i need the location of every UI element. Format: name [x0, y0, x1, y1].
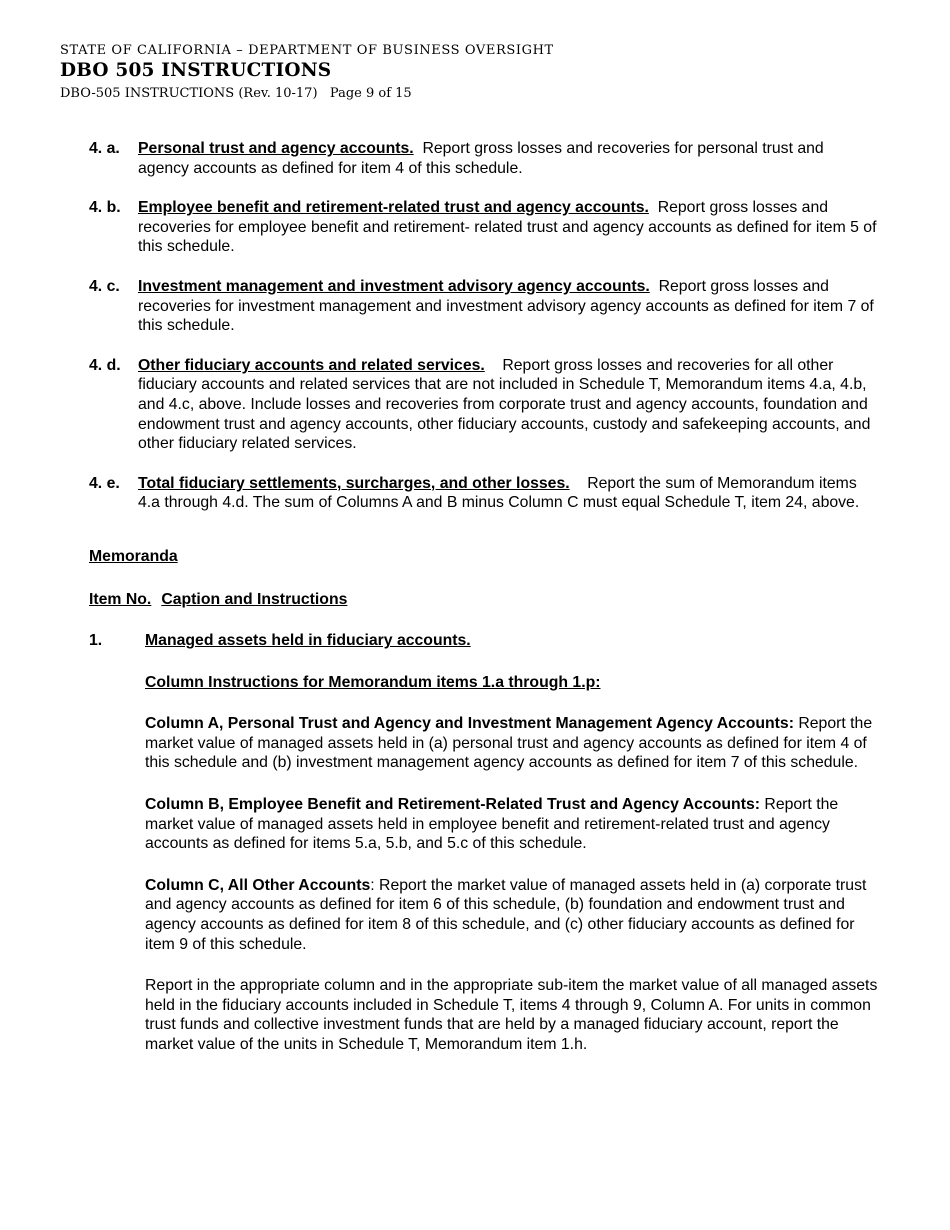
item-title: Employee benefit and retirement-related trust and agency accounts.	[138, 199, 649, 217]
agency-name: STATE OF CALIFORNIA – DEPARTMENT OF BUSINESS OVERSIGHT	[60, 43, 554, 58]
memo-item-1	[89, 631, 879, 651]
column-c-text: : Report the market value of managed assets held in (a) corporate trust and agency accounts as defined for item 6 of this schedule, (b) foundation and endowment trust and agency accounts as defined for item 8 of this schedule, and (c) other fiduciary accounts as defined for item 9 of this schedule.	[145, 876, 867, 953]
item-text: Report gross losses and recoveries for personal trust and agency accounts as defined for item 4 of this schedule.	[138, 140, 824, 177]
item-text-block	[138, 139, 879, 178]
page-header	[60, 42, 554, 102]
item-text-block	[138, 198, 879, 257]
column-instructions-heading: Column Instructions for Memorandum items 1.a through 1.p:	[145, 673, 601, 691]
item-title: Managed assets held in fiduciary accounts.	[145, 632, 471, 650]
item-text-block	[138, 277, 879, 336]
item-text-block	[138, 474, 879, 513]
item-text: Report gross losses and recoveries for employee benefit and retirement- related trust and agency accounts as defined for item 5 of this schedule.	[138, 199, 877, 256]
item-title: Personal trust and agency accounts.	[138, 140, 414, 157]
item-number: 4. e.	[89, 474, 120, 492]
item-text: Report gross losses and recoveries for all other fiduciary accounts and related services that are not included in Schedule T, Memorandum items 4.a, 4.b, and 4.c, above. Include losses and recoveries from corporate trust and agency accounts, foundation and endowment trust and agency accounts, other fiduciary accounts, custody and safekeeping accounts, and other fiduciary related services.	[138, 356, 871, 453]
item-text: Report the sum of Memorandum items 4.a through 4.d. The sum of Columns A and B minus Column C must equal Schedule T, item 24, above.	[138, 474, 860, 512]
item-number: 1.	[89, 632, 103, 650]
revision-line	[60, 85, 554, 102]
item-4a	[89, 139, 879, 178]
document-title: DBO 505 INSTRUCTIONS	[60, 60, 332, 81]
item-number: 4. a.	[89, 140, 120, 157]
item-number: 4. c.	[89, 277, 120, 295]
report-instructions: Report in the appropriate column and in the appropriate sub-item the market value of all managed assets held in the fiduciary accounts included in Schedule T, items 4 through 9, Column A. For units in common trust funds and collective investment funds that are held by a managed fiduciary account, report the market value of the units in Schedule T, Memorandum item 1.h.	[145, 977, 878, 1053]
column-headings	[89, 590, 879, 610]
item-title: Total fiduciary settlements, surcharges, and other losses.	[138, 474, 570, 492]
item-number: 4. b.	[89, 199, 121, 217]
revision-label: DBO-505 INSTRUCTIONS (Rev. 10-17)	[60, 86, 318, 101]
item-title: Investment management and investment advisory agency accounts.	[138, 277, 650, 295]
column-c-label: Column C, All Other Accounts	[145, 876, 371, 894]
column-b-label: Column B, Employee Benefit and Retirement-Related Trust and Agency Accounts:	[145, 796, 761, 814]
item-number: 4. d.	[89, 356, 121, 374]
column-a-text: Report the market value of managed assets held in (a) personal trust and agency accounts as defined for item 4 of this schedule and (b) investment management agency accounts as defined for item 7 of this schedule.	[145, 715, 873, 772]
column-b-instructions	[145, 795, 879, 854]
caption-heading: Caption and Instructions	[161, 590, 348, 608]
item-4e	[89, 474, 879, 513]
column-a-label: Column A, Personal Trust and Agency and Investment Management Agency Accounts:	[145, 715, 794, 733]
item-4b	[89, 198, 879, 257]
column-c-instructions	[145, 876, 879, 954]
item-4c	[89, 277, 879, 336]
item-text-block	[138, 356, 879, 454]
item-4d	[89, 356, 879, 454]
column-b-text: Report the market value of managed assets held in employee benefit and retirement-related trust and agency accounts as defined for items 5.a, 5.b, and 5.c of this schedule.	[145, 796, 839, 853]
memoranda-heading: Memoranda	[89, 547, 178, 565]
item-text: Report gross losses and recoveries for investment management and investment advisory agency accounts as defined for item 7 of this schedule.	[138, 277, 874, 335]
item-title: Other fiduciary accounts and related services.	[138, 356, 485, 374]
page-number: Page 9 of 15	[329, 86, 412, 101]
document-body	[89, 139, 879, 1055]
item-no-heading: Item No.	[89, 590, 152, 608]
column-a-instructions	[145, 714, 879, 773]
